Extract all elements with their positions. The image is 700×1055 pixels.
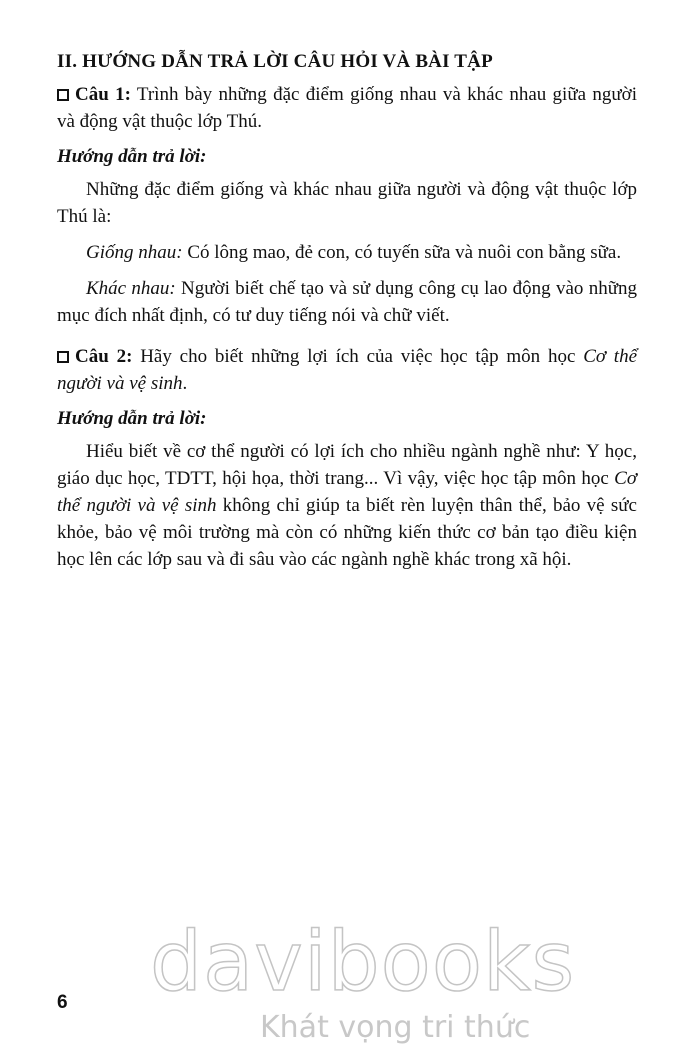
question-1-text: Trình bày những đặc điểm giống nhau và khác nhau giữa người và động vật thuộc lớp Thú.: [57, 84, 637, 132]
watermark-brand: davibooks: [150, 915, 576, 1010]
question-2-subject: Cơ thể người và vệ sinh: [57, 346, 637, 394]
question-2-text-a: Hãy cho biết những lợi ích của việc học tập môn học: [132, 346, 584, 367]
answer-guide-heading-1: Hướng dẫn trả lời:: [57, 146, 207, 167]
watermark-slogan: Khát vọng tri thức: [260, 1010, 531, 1045]
watermark: [150, 915, 576, 1045]
checkbox-icon: [57, 89, 69, 101]
checkbox-icon: [57, 351, 69, 363]
answer-2: [57, 438, 637, 573]
different-label: Khác nhau:: [86, 278, 176, 299]
question-2-text-b: .: [182, 373, 188, 394]
answer-2-text-a: Hiểu biết về cơ thể người có lợi ích cho nhiều ngành nghề như: Y học, giáo dục học, TDTT, hội họa, thời trang... Vì vậy, việc học tập môn học: [57, 441, 637, 489]
similar-label: Giống nhau:: [86, 242, 183, 263]
different-text: Người biết chế tạo và sử dụng công cụ lao động vào những mục đích nhất định, có tư duy tiếng nói và chữ viết.: [57, 278, 637, 326]
question-2-label: Câu 2:: [75, 346, 133, 367]
answer-2-text-b: không chỉ giúp ta biết rèn luyện thân thể, bảo vệ sức khỏe, bảo vệ môi trường mà còn có những kiến thức cơ bản tạo điều kiện học lên các lớp sau và đi sâu vào các ngành nghề khác trong xã hội.: [57, 495, 637, 570]
similar-text: Có lông mao, đẻ con, có tuyến sữa và nuôi con bằng sữa.: [182, 242, 622, 263]
answer-1-intro: Những đặc điểm giống và khác nhau giữa người và động vật thuộc lớp Thú là:: [57, 179, 637, 227]
answer-2-subject: Cơ thể người và vệ sinh: [57, 468, 637, 516]
page-content: [57, 48, 637, 573]
question-1: [57, 81, 637, 135]
answer-guide-heading-2: Hướng dẫn trả lời:: [57, 408, 207, 429]
page-number: 6: [57, 992, 68, 1013]
answer-1-similar: [57, 239, 637, 266]
question-2: [57, 343, 637, 397]
question-1-label: Câu 1:: [75, 84, 131, 105]
answer-1-different: [57, 275, 637, 329]
section-title: II. HƯỚNG DẪN TRẢ LỜI CÂU HỎI VÀ BÀI TẬP: [57, 51, 493, 72]
